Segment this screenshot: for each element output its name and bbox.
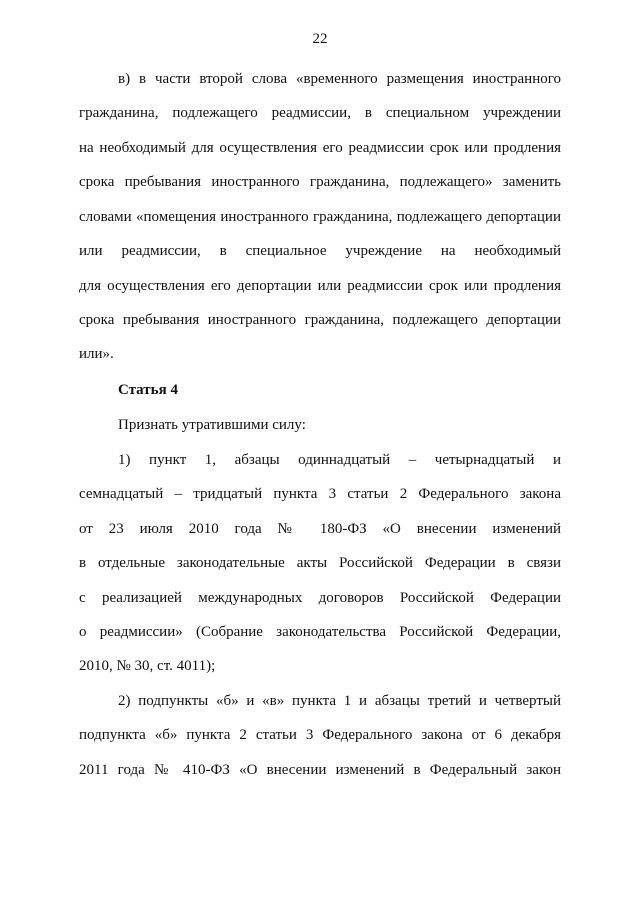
text-line: о реадмиссии» (Собрание законодательства Российской Федерации,: [79, 624, 561, 640]
article-heading: Статья 4: [118, 382, 178, 398]
text-line: словами «помещения иностранного гражданина, подлежащего депортации: [79, 209, 561, 225]
text-line: семнадцатый – тридцатый пункта 3 статьи 2 Федерального закона: [79, 486, 561, 502]
text-line: 1) пункт 1, абзацы одиннадцатый – четырнадцатый и: [118, 452, 561, 468]
text-line: на необходимый для осуществления его реадмиссии срок или продления: [79, 140, 561, 156]
text-line: с реализацией международных договоров Российской Федерации: [79, 590, 561, 606]
text-line: или».: [79, 346, 114, 362]
text-line: 2010, № 30, ст. 4011);: [79, 658, 216, 674]
text-line: для осуществления его депортации или реадмиссии срок или продления: [79, 278, 561, 294]
text-line: 2011 года № 410-ФЗ «О внесении изменений в Федеральный закон: [79, 762, 561, 778]
text-line: 2) подпункты «б» и «в» пункта 1 и абзацы третий и четвертый: [118, 693, 561, 709]
text-line: в отдельные законодательные акты Российской Федерации в связи: [79, 555, 561, 571]
text-line: или реадмиссии, в специальное учреждение на необходимый: [79, 243, 561, 259]
page-number: 22: [312, 31, 328, 47]
text-line: срока пребывания иностранного гражданина, подлежащего» заменить: [79, 174, 561, 190]
text-line: Признать утратившими силу:: [118, 417, 306, 433]
text-line: срока пребывания иностранного гражданина, подлежащего депортации: [79, 312, 561, 328]
text-line: подпункта «б» пункта 2 статьи 3 Федерального закона от 6 декабря: [79, 727, 561, 743]
text-line: от 23 июля 2010 года № 180-ФЗ «О внесении изменений: [79, 521, 561, 537]
text-line: в) в части второй слова «временного размещения иностранного: [118, 71, 561, 87]
text-line: гражданина, подлежащего реадмиссии, в специальном учреждении: [79, 105, 561, 121]
